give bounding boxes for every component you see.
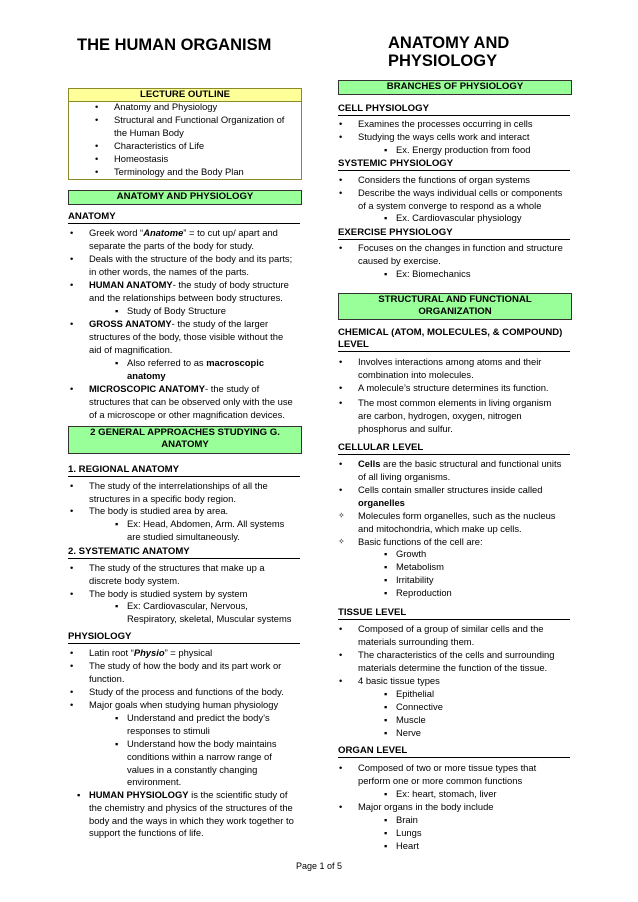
list-item: • The most common elements in living organism are carbon, hydrogen, oxygen, nitrogen phosphorus and sulfur.: [358, 397, 573, 435]
sub-item: ▪ Ex. Energy production from food: [396, 144, 530, 157]
sub-item: ▪ Reproduction: [396, 587, 452, 600]
box-general-approaches: 2 GENERAL APPROACHES STUDYING G. ANATOMY: [68, 426, 302, 454]
sub-item: ▪ Brain: [396, 814, 418, 827]
list-item: • Describe the ways individual cells or components of a system converge to respond as a whole: [358, 187, 573, 213]
sub-item: ▪ Ex: Biomechanics: [396, 268, 471, 281]
outline-item: • Anatomy and Physiology: [114, 101, 217, 114]
list-item: • GROSS ANATOMY- the study of the larger structures of the body, those visible without the aid of magnification.: [89, 318, 304, 356]
sub-item: ▪ Understand how the body maintains conditions within a narrow range of values in a constantly changing environment.: [127, 738, 277, 789]
list-item: • The body is studied system by system: [89, 588, 247, 601]
sub-item: ▪ Lungs: [396, 827, 422, 840]
list-item: • The characteristics of the cells and surrounding materials determine the function of the tissue.: [358, 649, 573, 675]
heading-systematic-anatomy: 2. SYSTEMATIC ANATOMY: [68, 546, 300, 559]
sub-item: ▪ Ex: heart, stomach, liver: [396, 788, 497, 801]
box-branches-physiology: BRANCHES OF PHYSIOLOGY: [338, 80, 572, 95]
list-item: • Involves interactions among atoms and their combination into molecules.: [358, 356, 573, 382]
list-item: • The study of how the body and its part work or function.: [89, 660, 304, 686]
heading-regional-anatomy: 1. REGIONAL ANATOMY: [68, 464, 300, 477]
sub-item: ▪ Heart: [396, 840, 419, 853]
list-item: • A molecule’s structure determines its function.: [358, 382, 549, 395]
heading-systemic-physiology: SYSTEMIC PHYSIOLOGY: [338, 158, 570, 171]
sub-item: ▪ Ex: Head, Abdomen, Arm. All systems are studied simultaneously.: [127, 518, 284, 544]
sub-item: ▪ Growth: [396, 548, 426, 561]
list-item: • The study of the structures that make up a discrete body system.: [89, 562, 304, 588]
list-item: ✧ Basic functions of the cell are:: [358, 536, 483, 549]
outline-item: • Homeostasis: [114, 153, 168, 166]
list-item: • Considers the functions of organ systems: [358, 174, 530, 187]
heading-anatomy: ANATOMY: [68, 211, 300, 224]
sub-item: ▪ Understand and predict the body’s responses to stimuli: [127, 712, 270, 738]
section-title-line-1: ANATOMY AND: [388, 34, 510, 52]
sub-item: ▪ Epithelial: [396, 688, 434, 701]
list-item: • The study of the interrelationships of all the structures in a specific body region.: [89, 480, 304, 506]
section-title-line-2: PHYSIOLOGY: [388, 52, 498, 70]
heading-organ-level: ORGAN LEVEL: [338, 745, 570, 758]
sub-item: ▪ Irritability: [396, 574, 434, 587]
sub-item: ▪ Ex. Cardiovascular physiology: [396, 212, 522, 225]
list-item: • Composed of two or more tissue types that perform one or more common functions: [358, 762, 573, 788]
sub-item: ▪ Muscle: [396, 714, 426, 727]
list-item: • Cells are the basic structural and functional units of all living organisms.: [358, 458, 573, 484]
sub-item: ▪ Connective: [396, 701, 443, 714]
page-number: Page 1 of 5: [295, 861, 343, 871]
box-anatomy-physiology: ANATOMY AND PHYSIOLOGY: [68, 190, 302, 205]
outline-item: • Structural and Functional Organization of: [114, 114, 284, 127]
list-item: • Deals with the structure of the body and its parts; in other words, the names of the parts.: [89, 253, 304, 279]
heading-cell-physiology: CELL PHYSIOLOGY: [338, 103, 570, 116]
sub-item: ▪ Metabolism: [396, 561, 444, 574]
list-item: • Greek word “Anatome” = to cut up/ apart and separate the parts of the body for study.: [89, 227, 304, 253]
list-item: • Focuses on the changes in function and structure caused by exercise.: [358, 242, 573, 268]
sub-item: ▪ Ex: Cardiovascular, Nervous, Respiratory, skeletal, Muscular systems: [127, 600, 291, 626]
list-item: • 4 basic tissue types: [358, 675, 440, 688]
list-item: • Major organs in the body include: [358, 801, 494, 814]
heading-tissue-level: TISSUE LEVEL: [338, 607, 570, 620]
sub-item: ▪ Nerve: [396, 727, 421, 740]
lecture-outline-heading: LECTURE OUTLINE: [68, 88, 302, 102]
document-title: THE HUMAN ORGANISM: [77, 36, 272, 54]
list-item: • Study of the process and functions of the body.: [89, 686, 284, 699]
list-item: • HUMAN ANATOMY- the study of body structure and the relationships between body structures.: [89, 279, 304, 305]
list-item: ✧ Molecules form organelles, such as the nucleus and mitochondria, which make up cells.: [358, 510, 573, 536]
list-item: • MICROSCOPIC ANATOMY- the study of structures that can be observed only with the use of a microscope or other magnification devices.: [89, 383, 304, 421]
list-item: ▪ HUMAN PHYSIOLOGY is the scientific study of the chemistry and physics of the structures of the body and the ways in which they work together to support the functions of life.: [89, 789, 304, 840]
sub-item: ▪ Also referred to as macroscopic anatomy: [127, 357, 264, 383]
outline-item-cont: the Human Body: [114, 127, 184, 138]
sub-item: ▪ Study of Body Structure: [127, 305, 226, 318]
box-structural-functional: STRUCTURAL AND FUNCTIONAL ORGANIZATION: [338, 293, 572, 320]
list-item: • Examines the processes occurring in cells: [358, 118, 533, 131]
outline-item: • Characteristics of Life: [114, 140, 204, 153]
list-item: • The body is studied area by area.: [89, 505, 228, 518]
list-item: • Cells contain smaller structures inside called organelles: [358, 484, 573, 510]
outline-item: • Terminology and the Body Plan: [114, 166, 244, 179]
list-item: • Studying the ways cells work and interact: [358, 131, 529, 144]
heading-physiology: PHYSIOLOGY: [68, 631, 300, 644]
heading-chemical-level: CHEMICAL (ATOM, MOLECULES, & COMPOUND) LEVEL: [338, 327, 570, 352]
list-item: • Composed of a group of similar cells and the materials surrounding them.: [358, 623, 573, 649]
list-item: • Latin root “Physio” = physical: [89, 647, 212, 660]
list-item: • Major goals when studying human physiology: [89, 699, 278, 712]
heading-cellular-level: CELLULAR LEVEL: [338, 442, 570, 455]
heading-exercise-physiology: EXERCISE PHYSIOLOGY: [338, 227, 570, 240]
